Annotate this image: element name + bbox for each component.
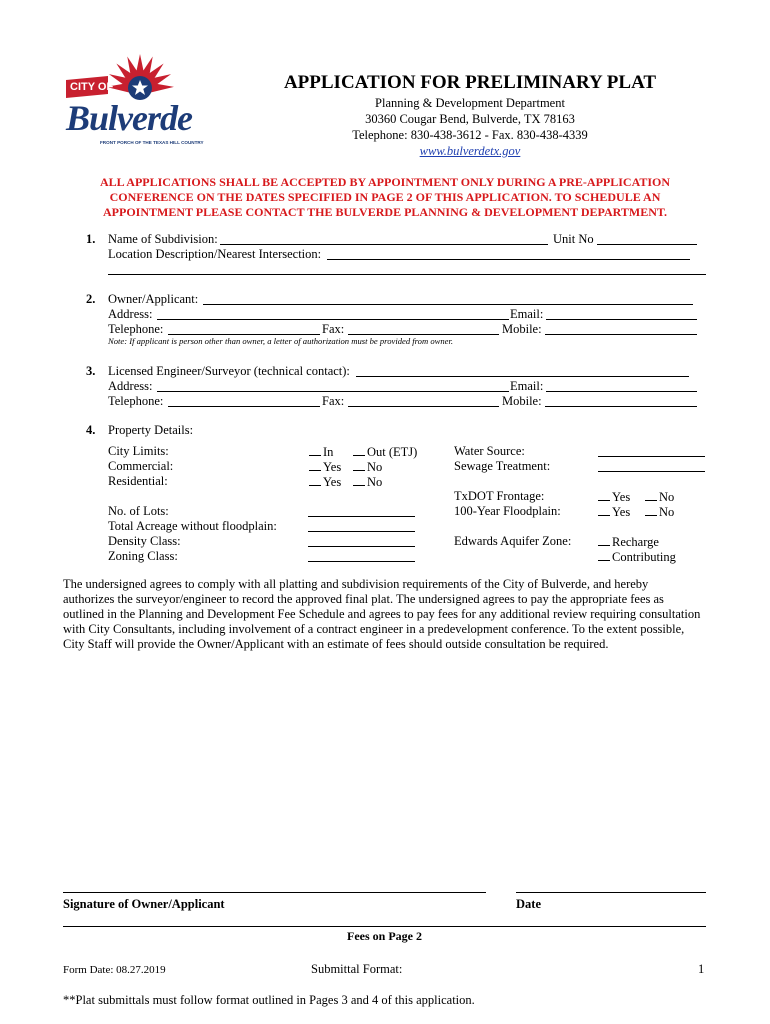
engineer-address-label: Address: bbox=[108, 379, 153, 393]
subdivision-name-field[interactable] bbox=[220, 244, 548, 245]
logo-city-of: CITY OF bbox=[70, 81, 114, 93]
aquifer-contributing-text: Contributing bbox=[612, 550, 676, 564]
aquifer-contributing-blank[interactable] bbox=[598, 549, 610, 561]
form-date: Form Date: 08.27.2019 bbox=[63, 964, 166, 976]
sewage-field[interactable] bbox=[598, 471, 705, 472]
sewage-label: Sewage Treatment: bbox=[454, 459, 551, 473]
water-source-field[interactable] bbox=[598, 456, 705, 457]
floodplain-yes-text: Yes bbox=[612, 505, 631, 519]
floodplain-label: 100-Year Floodplain: bbox=[454, 504, 561, 518]
residential-label: Residential: bbox=[108, 474, 168, 488]
engineer-mobile-label: Mobile: bbox=[502, 394, 542, 408]
agreement-line-1: The undersigned agrees to comply with all platting and subdivision requirements of the City of Bulverde, and hereby bbox=[63, 577, 649, 591]
owner-address-field[interactable] bbox=[157, 319, 509, 320]
section-2-number: 2. bbox=[86, 292, 96, 306]
aquifer-recharge-text: Recharge bbox=[612, 535, 659, 549]
signature-label: Signature of Owner/Applicant bbox=[63, 897, 225, 911]
page-number: 1 bbox=[698, 962, 705, 976]
commercial-yes-text: Yes bbox=[323, 460, 342, 474]
agreement-line-5: City Staff will provide the Owner/Applicant with an estimate of fees should outside consultation be required. bbox=[63, 637, 609, 651]
commercial-no-option[interactable] bbox=[353, 459, 382, 475]
submittal-format: Submittal Format: bbox=[311, 962, 403, 976]
zoning-label: Zoning Class: bbox=[108, 549, 178, 563]
txdot-no-blank[interactable] bbox=[645, 489, 657, 501]
txdot-no-text: No bbox=[659, 490, 675, 504]
owner-phone-label: Telephone: bbox=[108, 322, 164, 336]
residential-yes-blank[interactable] bbox=[309, 474, 321, 486]
department-phone: Telephone: 830-438-3612 - Fax. 830-438-4339 bbox=[352, 128, 588, 142]
city-limits-in-blank[interactable] bbox=[309, 444, 321, 456]
floodplain-no-text: No bbox=[659, 505, 675, 519]
unit-no-label: Unit No bbox=[553, 232, 594, 246]
agreement-line-4: with City Consultants, including involvement of a contract engineer in a predevelopment conference. To the extent possible, bbox=[63, 622, 685, 636]
density-field[interactable] bbox=[308, 546, 415, 547]
engineer-phone-field[interactable] bbox=[168, 406, 320, 407]
lots-label: No. of Lots: bbox=[108, 504, 169, 518]
section-3-number: 3. bbox=[86, 364, 96, 378]
unit-no-field[interactable] bbox=[597, 244, 697, 245]
location-field-line-2[interactable] bbox=[108, 274, 706, 275]
city-limits-label: City Limits: bbox=[108, 444, 169, 458]
agreement-line-2: authorizes the surveyor/engineer to record the approved final plat. The undersigned agrees to pay the appropriate fees as bbox=[63, 592, 664, 606]
owner-label: Owner/Applicant: bbox=[108, 292, 199, 306]
engineer-address-field[interactable] bbox=[157, 391, 509, 392]
agreement-line-3: outlined in the Planning and Development Fee Schedule and agrees to pay fees for any additional review requiring consultation bbox=[63, 607, 701, 621]
commercial-label: Commercial: bbox=[108, 459, 174, 473]
fees-note: Fees on Page 2 bbox=[347, 929, 422, 943]
residential-no-option[interactable] bbox=[353, 474, 382, 490]
water-source-label: Water Source: bbox=[454, 444, 525, 458]
acreage-label: Total Acreage without floodplain: bbox=[108, 519, 277, 533]
department-name: Planning & Development Department bbox=[375, 96, 565, 110]
owner-fax-label: Fax: bbox=[322, 322, 345, 336]
txdot-yes-blank[interactable] bbox=[598, 489, 610, 501]
aquifer-label: Edwards Aquifer Zone: bbox=[454, 534, 572, 548]
notice-line-3: APPOINTMENT PLEASE CONTACT THE BULVERDE PLANNING & DEVELOPMENT DEPARTMENT. bbox=[103, 205, 667, 219]
engineer-mobile-field[interactable] bbox=[545, 406, 697, 407]
residential-yes-text: Yes bbox=[323, 475, 342, 489]
owner-email-field[interactable] bbox=[546, 319, 697, 320]
city-limits-out-option[interactable] bbox=[353, 444, 417, 460]
authorization-note: Note: If applicant is person other than owner, a letter of authorization must be provided from owner. bbox=[108, 336, 454, 346]
residential-no-blank[interactable] bbox=[353, 474, 365, 486]
section-1-number: 1. bbox=[86, 232, 96, 246]
city-limits-out-text: Out (ETJ) bbox=[367, 445, 418, 459]
date-label: Date bbox=[516, 897, 541, 911]
engineer-field[interactable] bbox=[356, 376, 689, 377]
commercial-no-text: No bbox=[367, 460, 383, 474]
txdot-label: TxDOT Frontage: bbox=[454, 489, 545, 503]
engineer-email-field[interactable] bbox=[546, 391, 697, 392]
notice-line-1: ALL APPLICATIONS SHALL BE ACCEPTED BY APPOINTMENT ONLY DURING A PRE-APPLICATION bbox=[99, 175, 671, 189]
owner-fax-field[interactable] bbox=[348, 334, 499, 335]
engineer-phone-label: Telephone: bbox=[108, 394, 164, 408]
residential-no-text: No bbox=[367, 475, 383, 489]
density-label: Density Class: bbox=[108, 534, 181, 548]
txdot-no-option[interactable] bbox=[645, 489, 674, 505]
notice-line-2: CONFERENCE ON THE DATES SPECIFIED IN PAGE 2 OF THIS APPLICATION. TO SCHEDULE AN bbox=[109, 190, 661, 204]
footer-divider bbox=[63, 926, 706, 927]
location-label: Location Description/Nearest Intersection: bbox=[108, 247, 322, 261]
city-limits-in-option[interactable] bbox=[309, 444, 333, 460]
commercial-yes-blank[interactable] bbox=[309, 459, 321, 471]
engineer-email-label: Email: bbox=[510, 379, 544, 393]
logo-tagline: FRONT PORCH OF THE TEXAS HILL COUNTRY bbox=[100, 140, 204, 145]
website-row bbox=[210, 144, 730, 159]
residential-yes-option[interactable] bbox=[309, 474, 341, 490]
aquifer-contributing-option[interactable] bbox=[598, 549, 676, 565]
floodplain-yes-blank[interactable] bbox=[598, 504, 610, 516]
owner-mobile-field[interactable] bbox=[545, 334, 697, 335]
owner-mobile-label: Mobile: bbox=[502, 322, 542, 336]
section-4-number: 4. bbox=[86, 423, 96, 437]
date-line[interactable] bbox=[516, 892, 706, 893]
logo-name: Bulverde bbox=[66, 98, 192, 138]
txdot-yes-text: Yes bbox=[612, 490, 631, 504]
floodplain-no-blank[interactable] bbox=[645, 504, 657, 516]
owner-field[interactable] bbox=[203, 304, 693, 305]
acreage-field[interactable] bbox=[308, 531, 415, 532]
lots-field[interactable] bbox=[308, 516, 415, 517]
plat-submittal-note: **Plat submittals must follow format outlined in Pages 3 and 4 of this application. bbox=[63, 993, 475, 1007]
location-field[interactable] bbox=[327, 259, 690, 260]
owner-address-label: Address: bbox=[108, 307, 153, 321]
aquifer-recharge-option[interactable] bbox=[598, 534, 659, 550]
owner-email-label: Email: bbox=[510, 307, 544, 321]
city-logo bbox=[62, 50, 222, 154]
department-address: 30360 Cougar Bend, Bulverde, TX 78163 bbox=[365, 112, 575, 126]
property-details-heading: Property Details: bbox=[108, 423, 194, 437]
engineer-fax-field[interactable] bbox=[348, 406, 499, 407]
engineer-label: Licensed Engineer/Surveyor (technical contact): bbox=[108, 364, 350, 378]
commercial-no-blank[interactable] bbox=[353, 459, 365, 471]
form-title: APPLICATION FOR PRELIMINARY PLAT bbox=[283, 72, 657, 93]
floodplain-yes-option[interactable] bbox=[598, 504, 630, 520]
website-link[interactable]: www.bulverdetx.gov bbox=[419, 144, 521, 158]
engineer-fax-label: Fax: bbox=[322, 394, 345, 408]
city-limits-in-text: In bbox=[323, 445, 334, 459]
signature-line[interactable] bbox=[63, 892, 486, 893]
floodplain-no-option[interactable] bbox=[645, 504, 674, 520]
subdivision-name-label: Name of Subdivision: bbox=[108, 232, 218, 246]
commercial-yes-option[interactable] bbox=[309, 459, 341, 475]
owner-phone-field[interactable] bbox=[168, 334, 320, 335]
city-limits-out-blank[interactable] bbox=[353, 444, 365, 456]
aquifer-recharge-blank[interactable] bbox=[598, 534, 610, 546]
zoning-field[interactable] bbox=[308, 561, 415, 562]
txdot-yes-option[interactable] bbox=[598, 489, 630, 505]
